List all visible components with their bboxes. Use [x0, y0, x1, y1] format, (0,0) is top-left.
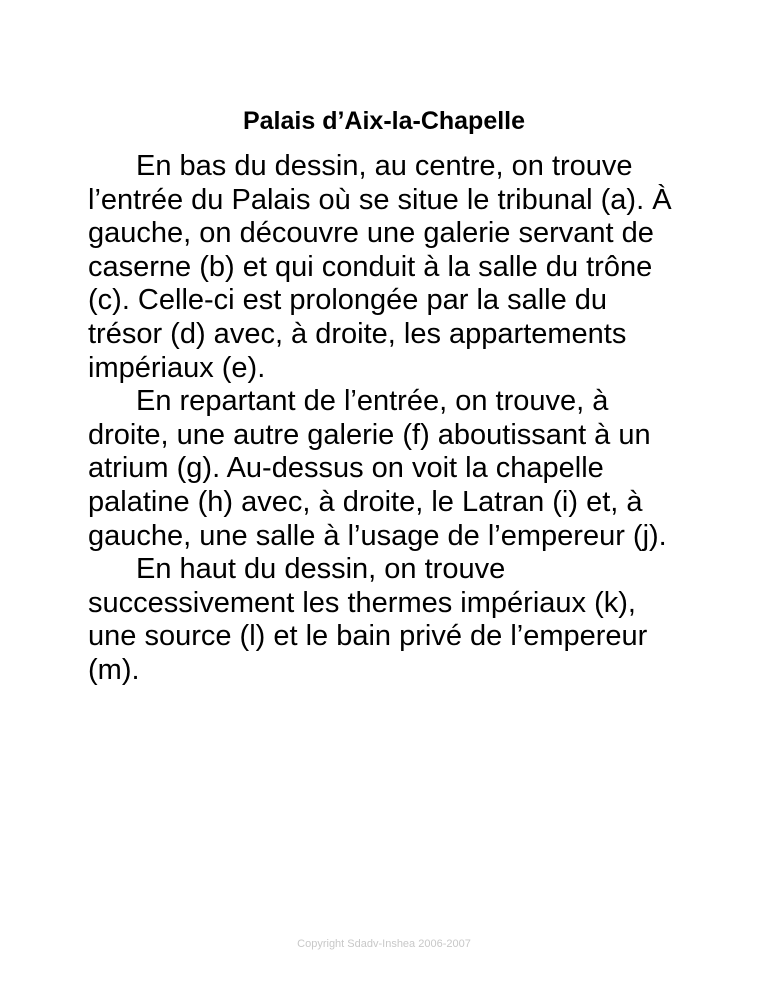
paragraph-3: En haut du dessin, on trouve successivement les thermes impériaux (k), une source (l) et le bain privé de l’empereur (m).	[88, 553, 648, 686]
paragraph-1: En bas du dessin, au centre, on trouve l’entrée du Palais où se situe le tribunal (a). À gauche, on découvre une galerie servant de caserne (b) et qui conduit à la salle du trône (c). Celle-ci est prolongée par la salle du trésor (d) avec, à droite, les appartements impériaux (e).	[88, 150, 672, 384]
page-title: Palais d’Aix-la-Chapelle	[242, 106, 526, 135]
document-body	[88, 150, 688, 688]
paragraph-2: En repartant de l’entrée, on trouve, à droite, une autre galerie (f) aboutissant à un atrium (g). Au-dessus on voit la chapelle palatine (h) avec, à droite, le Latran (i) et, à gauche, une salle à l’usage de l’empereur (j).	[88, 385, 667, 552]
copyright-footer: Copyright Sdadv-Inshea 2006-2007	[297, 938, 471, 950]
